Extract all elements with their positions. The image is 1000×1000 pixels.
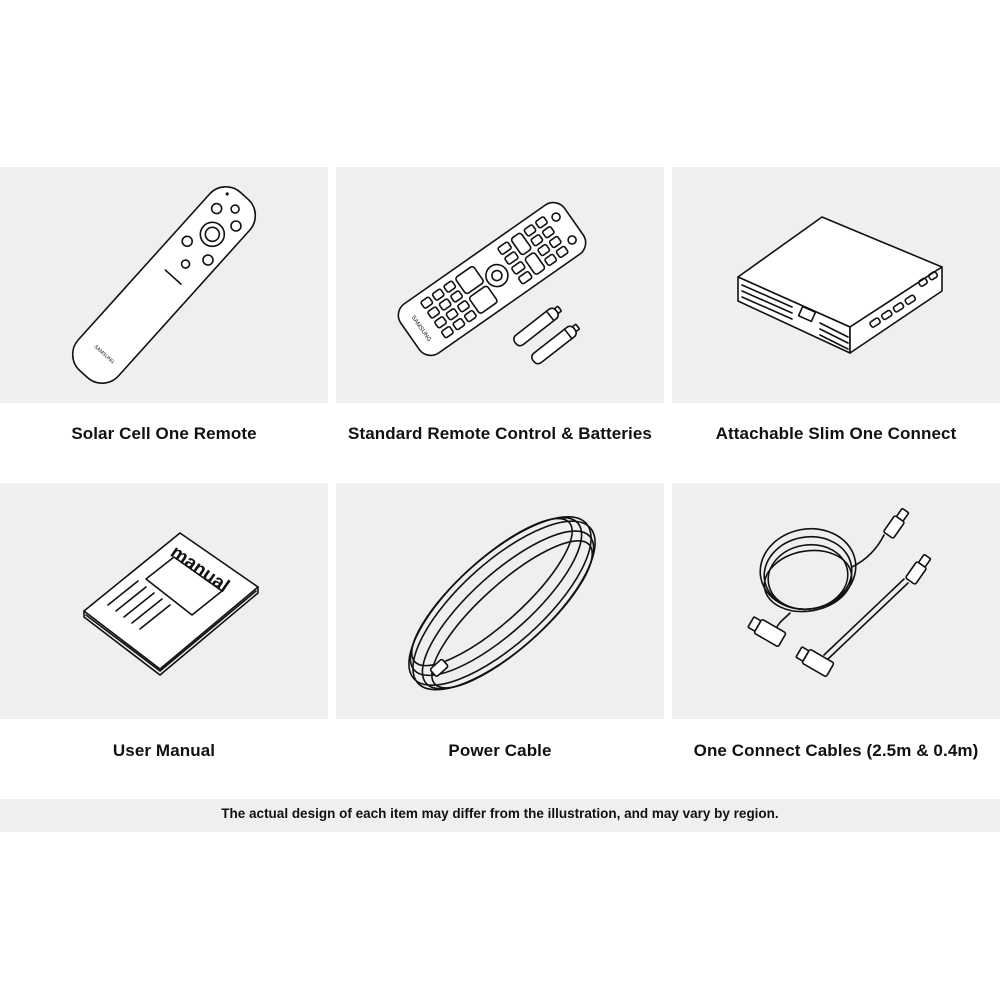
batteries-icon [512,304,582,366]
manual-icon [0,483,328,719]
item-tile-one-connect [672,167,1000,403]
remote-brand: SAMSUNG [92,344,116,366]
item-label-standard-remote: Standard Remote Control & Batteries [348,424,652,443]
standard-remote-icon [336,167,664,403]
one-connect-box-icon [672,167,1000,403]
solar-remote-icon [0,167,328,403]
remote-brand-2: SAMSUNG [409,314,432,344]
disclaimer-text: The actual design of each item may differ from the illustration, and may vary by region. [221,806,779,821]
item-label-one-connect-cables: One Connect Cables (2.5m & 0.4m) [693,741,979,760]
one-connect-cables-icon [672,483,1000,719]
item-tile-power-cable [336,483,664,719]
item-tile-solar-remote [0,167,328,403]
item-tile-standard-remote [336,167,664,403]
item-label-solar-remote: Solar Cell One Remote [71,424,257,443]
power-cable-icon [336,483,664,719]
manual-cover-text: manual [166,541,233,598]
item-tile-one-connect-cables [672,483,1000,719]
item-label-user-manual: User Manual [112,741,216,760]
item-label-power-cable: Power Cable [448,741,552,760]
item-tile-user-manual [0,483,328,719]
item-label-one-connect: Attachable Slim One Connect [715,424,957,443]
